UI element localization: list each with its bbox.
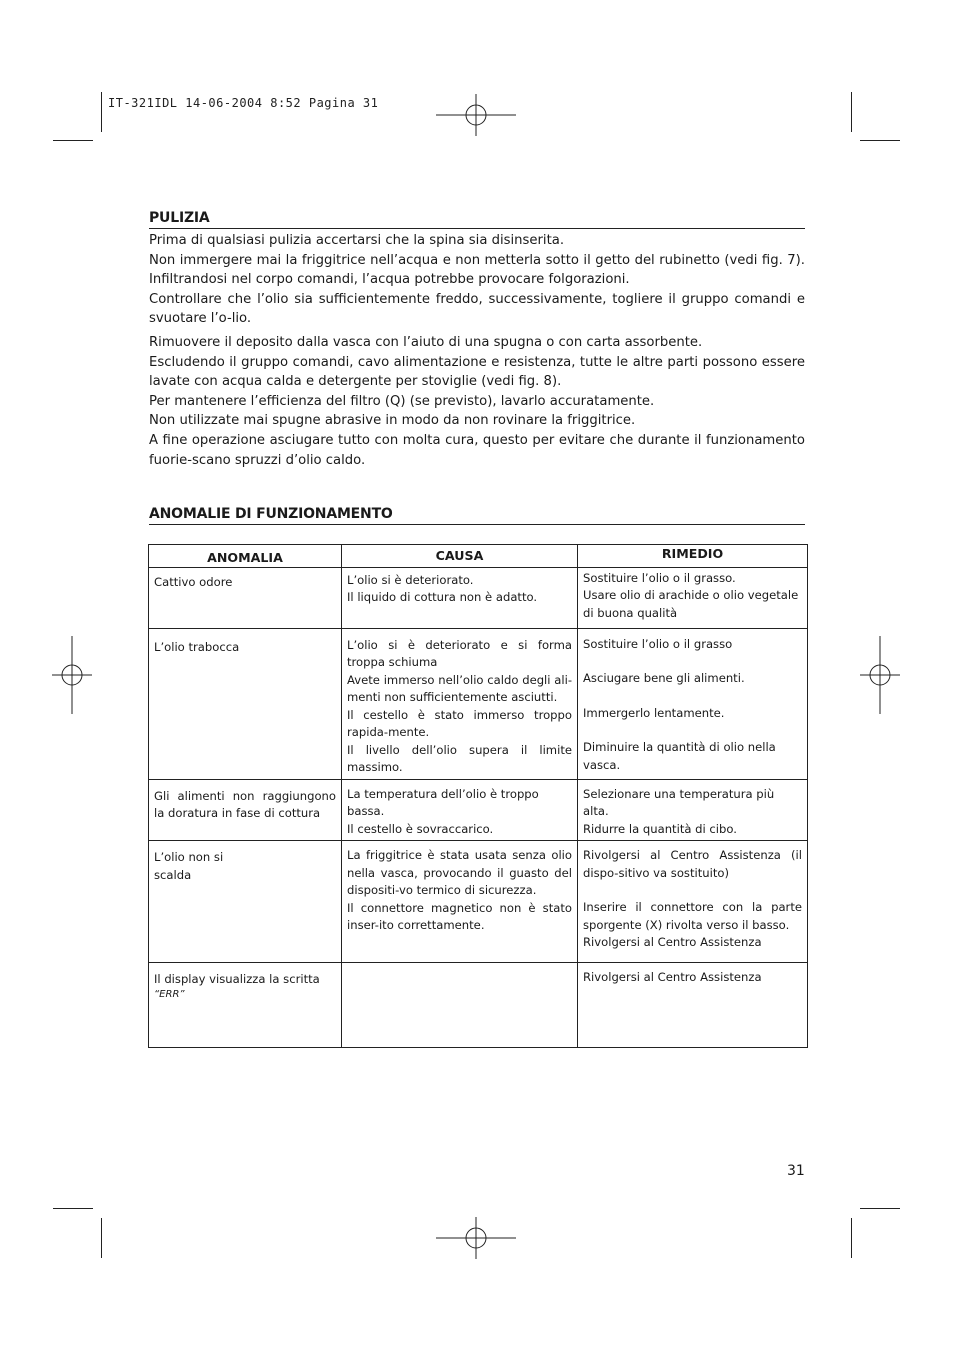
paragraph: Non utilizzate mai spugne abrasive in modo da non rovinare la friggitrice. [149, 413, 636, 429]
cell-anomalia [149, 779, 342, 841]
rimedio-line: Rivolgersi al Centro Assistenza [583, 935, 762, 949]
anomalia-text: Gli alimenti non raggiungono la doratura in fase di cottura [154, 788, 336, 820]
rimedio-line: Rivolgersi al Centro Assistenza (il dispo-sitivo va sostituito) [583, 848, 802, 880]
cell-causa [342, 779, 578, 841]
cell-rimedio [578, 567, 808, 628]
rimedio-line: Asciugare bene gli alimenti. [583, 671, 745, 685]
causa-line: Il cestello è sovraccarico. [347, 821, 494, 836]
anomalia-text: Cattivo odore [154, 574, 233, 589]
print-slug: IT-321IDL 14-06-2004 8:52 Pagina 31 [108, 96, 379, 110]
crop-mark [53, 140, 93, 141]
causa-line: La friggitrice è stata usata senza olio nella vasca, provocando il guasto del dispositi-vo termico di sicurezza. [347, 848, 572, 897]
cell-causa [342, 841, 578, 963]
crop-mark [851, 1218, 852, 1258]
cell-rimedio [578, 841, 808, 963]
troubleshooting-table [148, 544, 808, 1048]
paragraph: Per mantenere l’efficienza del filtro (Q) (se previsto), lavarlo accuratamente. [149, 393, 655, 409]
paragraph: A fine operazione asciugare tutto con molta cura, questo per evitare che durante il funzionamento fuorie-scano spruzzi d’olio caldo. [149, 432, 805, 468]
anomalia-note: “ERR” [154, 988, 185, 1000]
cell-rimedio [578, 779, 808, 841]
header-anomalia: ANOMALIA [149, 545, 342, 568]
anomalia-text: Il display visualizza la scritta [154, 972, 320, 986]
paragraph: Escludendo il gruppo comandi, cavo alimentazione e resistenza, tutte le altre parti possono essere lavate con acqua calda e detergente per stoviglie (vedi fig. 8). [149, 354, 805, 390]
causa-line: Avete immerso nell’olio caldo degli ali-menti non sufficientemente asciutti. [347, 672, 572, 704]
crop-mark [53, 1208, 93, 1209]
cell-causa [342, 567, 578, 628]
rimedio-line: Rivolgersi al Centro Assistenza [583, 970, 762, 984]
causa-line: L’olio si è deteriorato. [347, 572, 474, 587]
pulizia-title: PULIZIA [149, 210, 805, 229]
crop-mark [860, 140, 900, 141]
causa-line: Il liquido di cottura non è adatto. [347, 590, 538, 604]
cell-anomalia [149, 567, 342, 628]
table-row [149, 567, 808, 628]
anomalia-text: L’olio trabocca [154, 639, 240, 654]
paragraph: Prima di qualsiasi pulizia accertarsi che la spina sia disinserita. [149, 233, 565, 248]
cell-anomalia [149, 963, 342, 1048]
rimedio-line: Sostituire l’olio o il grasso [583, 636, 733, 651]
causa-line: Il cestello è stato immerso troppo rapida-mente. [347, 707, 572, 739]
anomalia-text: L’olio non si scalda [154, 850, 224, 882]
crop-mark [101, 1218, 102, 1258]
rimedio-line: Immergerlo lentamente. [583, 705, 725, 720]
rimedio-line: Inserire il connettore con la parte sporgente (X) rivolta verso il basso. [583, 900, 802, 932]
table-header-row [149, 545, 808, 568]
rimedio-line: Sostituire l’olio o il grasso. [583, 570, 736, 585]
cell-causa [342, 963, 578, 1048]
cell-rimedio [578, 963, 808, 1048]
registration-mark-icon [436, 94, 516, 136]
causa-line: L’olio si è deteriorato e si forma troppa schiuma [347, 637, 572, 669]
page-number: 31 [787, 1163, 805, 1179]
crop-mark [860, 1208, 900, 1209]
table-row [149, 841, 808, 963]
registration-mark-icon [436, 1217, 516, 1259]
rimedio-line: Usare olio di arachide o olio vegetale di buona qualità [583, 588, 799, 620]
rimedio-line: Diminuire la quantità di olio nella vasca. [583, 740, 776, 772]
anomalie-title: ANOMALIE DI FUNZIONAMENTO [149, 506, 805, 525]
rimedio-line: Ridurre la quantità di cibo. [583, 821, 737, 836]
crop-mark [851, 92, 852, 132]
cell-causa [342, 628, 578, 779]
paragraph: Rimuovere il deposito dalla vasca con l’aiuto di una spugna o con carta assorbente. [149, 334, 703, 350]
table-row [149, 963, 808, 1048]
header-rimedio: RIMEDIO [578, 545, 808, 568]
header-causa: CAUSA [342, 545, 578, 568]
cell-anomalia [149, 628, 342, 779]
anomalie-section [149, 506, 805, 525]
causa-line: La temperatura dell’olio è troppo bassa. [347, 786, 539, 818]
causa-line: Il livello dell’olio supera il limite massimo. [347, 742, 572, 774]
paragraph: Non immergere mai la friggitrice nell’acqua e non metterla sotto il getto del rubinetto (vedi fig. 7). Infiltrandosi nel corpo comandi, l’acqua potrebbe provocare folgorazioni. [149, 252, 805, 288]
paragraph: Controllare che l’olio sia sufficientemente freddo, successivamente, togliere il gruppo comandi e svuotare l’o-lio. [149, 291, 805, 327]
pulizia-section [149, 210, 805, 470]
table-row [149, 779, 808, 841]
causa-line: Il connettore magnetico non è stato inser-ito correttamente. [347, 900, 572, 932]
table-row [149, 628, 808, 779]
cell-anomalia [149, 841, 342, 963]
rimedio-line: Selezionare una temperatura più alta. [583, 786, 775, 818]
cell-rimedio [578, 628, 808, 779]
registration-mark-icon [860, 636, 900, 714]
crop-mark [101, 92, 102, 132]
registration-mark-icon [52, 636, 92, 714]
